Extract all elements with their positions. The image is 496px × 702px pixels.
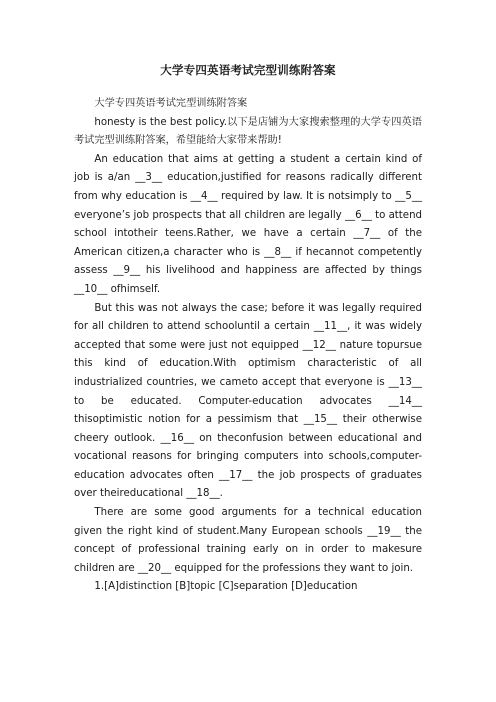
- paragraph-intro: honesty is the best policy.以下是店铺为大家搜索整理的大学专四英语考试完型训练附答案，希望能给大家带来帮助!: [74, 116, 422, 147]
- paragraph-passage-3: There are some good arguments for a technical education given the right kind of student.Many European schools __19__ the concept of professional training early on in order to makesure children are __20__ equipped for the professions they want to join.: [74, 507, 422, 574]
- paragraph-passage-1: An education that aims at getting a student a certain kind of job is a/an __3__ education,justified for reasons radically different from why education is __4__ required by law. It is notsimply to __5__ everyone’s job prospects that all children are legally __6__ to attend school intotheir teens.Rather, we have a certain __7__ of the American citizen,a character who is __8__ if hecannot competently assess __9__ his livelihood and happiness are affected by things __10__ ofhimself.: [74, 153, 422, 295]
- question-1-options: 1.[A]distinction [B]topic [C]separation [D]education: [94, 581, 358, 593]
- paragraph-passage-2: But this was not always the case; before it was legally required for all children to attend schooluntil a certain __11__, it was widely accepted that some were just not equipped __12__ nature topursue this kind of education.With optimism characteristic of all industrialized countries, we cameto accept that everyone is __13__ to be educated. Computer-education advocates __14__ thisoptimistic notion for a pessimism that __15__ their otherwise cheery outlook. __16__ on theconfusion between educational and vocational reasons for bringing computers into schools,computer-education advocates often __17__ the job prospects of graduates over theireducational __18__.: [74, 302, 422, 500]
- document-title: 大学专四英语考试完型训练附答案: [160, 63, 336, 77]
- paragraph-subtitle: 大学专四英语考试完型训练附答案: [94, 98, 248, 109]
